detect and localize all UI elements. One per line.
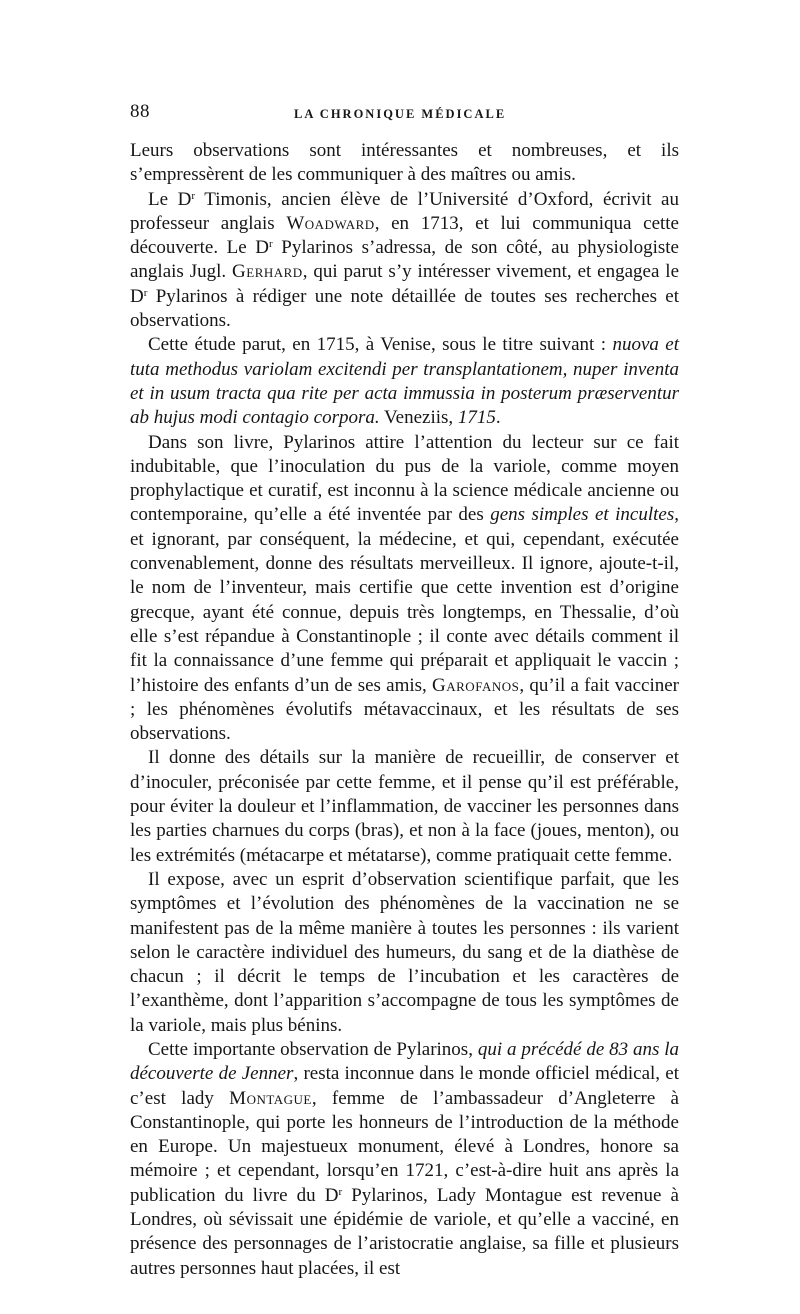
person-name: Garofanos: [432, 674, 520, 696]
text-run: Timonis, ancien élève de l’Université d’Oxford, écrivit au professeur anglais: [130, 188, 679, 234]
paragraph-2: [130, 188, 679, 334]
text-run: , qui parut s’y intéresser vivement, et engagea le D: [130, 261, 680, 307]
text-run: , femme de l’ambassadeur d’Angleterre à Constantinople, qui porte les honneurs de l’introduction de la méthode en Europe. Un majestueux monument, élevé à Londres, honore sa mémoire ; et cependant, lorsqu’en 1721, c’est-à-dire huit ans après la publication du livre du D: [130, 1087, 679, 1206]
text-run: , resta inconnue dans le monde officiel médical, et c’est lady: [130, 1063, 680, 1109]
superscript: r: [143, 286, 148, 299]
person-name: Gerhard: [232, 261, 303, 283]
superscript: r: [269, 238, 273, 251]
text-run: Veneziis,: [379, 407, 458, 429]
superscript: r: [338, 1185, 343, 1198]
text-run: Cette importante observation de Pylarinos,: [148, 1038, 478, 1060]
person-name: Woadward: [286, 212, 375, 234]
text-run: Leurs observations sont intéressantes et nombreuses, et ils s’empressèrent de les communiquer à des maîtres ou amis.: [130, 140, 679, 186]
text-run: Pylarinos s’adressa, de son côté, au physiologiste anglais Jugl.: [130, 237, 679, 283]
running-title: LA CHRONIQUE MÉDICALE: [294, 107, 507, 121]
paragraph-7: [130, 1038, 679, 1281]
paragraph-3: [130, 333, 679, 430]
person-name: Montague: [229, 1087, 312, 1109]
text-run: Il donne des détails sur la manière de recueillir, de conserver et d’inoculer, préconisée par cette femme, et il pense qu’il est préférable, pour éviter la douleur et l’inflammation, de vacciner les personnes dans les parties charnues du corps (bras), et non à la face (joues, menton), ou les extrémités (métacarpe et métatarse), comme pratiquait cette femme.: [130, 747, 679, 866]
text-run: Pylarinos à rédiger une note détaillée de toutes ses recherches et observations.: [130, 285, 679, 332]
paragraph-5: [130, 746, 679, 867]
text-run: Dans son livre, Pylarinos attire l’attention du lecteur sur ce fait indubitable, que l’inoculation du pus de la variole, comme moyen prophylactique et curatif, est inconnu à la science médicale ancienne ou contemporaine, qu’elle a été inventée par des: [130, 431, 679, 526]
text-run: Cette étude parut, en 1715, à Venise, sous le titre suivant :: [148, 334, 613, 356]
paragraph-6: [130, 868, 679, 1038]
article-body: [130, 139, 679, 1281]
superscript: r: [191, 189, 196, 202]
page-number: 88: [130, 101, 150, 122]
italic-year: 1715: [457, 407, 496, 429]
paragraph-4: [130, 431, 679, 747]
text-run: , et ignorant, par conséquent, la médecine, et qui, cependant, exécutée convenablement, donne des résultats merveilleux. Il ignore, ajoute-t-il, le nom de l’inventeur, mais certifie que cette invention est d’origine grecque, ayant été connue, depuis très longtemps, en Thessalie, d’où elle s’est répandue à Constantinople ; il conte avec détails comment il fit la connaissance d’une femme qui préparait et appliquait le vaccin ; l’histoire des enfants d’un de ses amis,: [130, 504, 679, 696]
text-run: Le D: [148, 188, 192, 210]
italic-phrase: gens simples et incultes: [490, 504, 675, 526]
text-run: Pylarinos, Lady Montague est revenue à Londres, où sévissait une épidémie de variole, et qu’elle a vacciné, en présence des personnages de l’aristocratie anglaise, sa fille et plusieurs autres personnes haut placées, il est: [130, 1184, 679, 1279]
text-run: Il expose, avec un esprit d’observation scientifique parfait, que les symptômes et l’évolution des phénomènes de la vaccination ne se manifestent pas de la même manière à toutes les personnes : ils varient selon le caractère individuel des humeurs, du sang et de la diathèse de chacun ; il décrit le temps de l’incubation et les caractères de l’exanthème, dont l’apparition s’accompagne de tous les symptômes de la variole, mais plus bénins.: [130, 868, 679, 1036]
page-header: [130, 101, 679, 127]
text-run: , qu’il a fait vacciner ; les phénomènes évolutifs métavaccinaux, et les résultats de ses observations.: [130, 674, 680, 745]
paragraph-1: [130, 139, 679, 188]
text-run: , en 1713, et lui communiqua cette découverte. Le D: [130, 212, 679, 259]
text-run: .: [495, 407, 501, 429]
latin-title: nuova et tuta methodus variolam excitendi per transplantationem, nuper inventa et in usum tracta qua rite per acta immussia in posterum præserventur ab hujus modi contagio corpora.: [130, 334, 679, 429]
italic-phrase: qui a précédé de 83 ans la découverte de Jenner: [130, 1038, 680, 1085]
